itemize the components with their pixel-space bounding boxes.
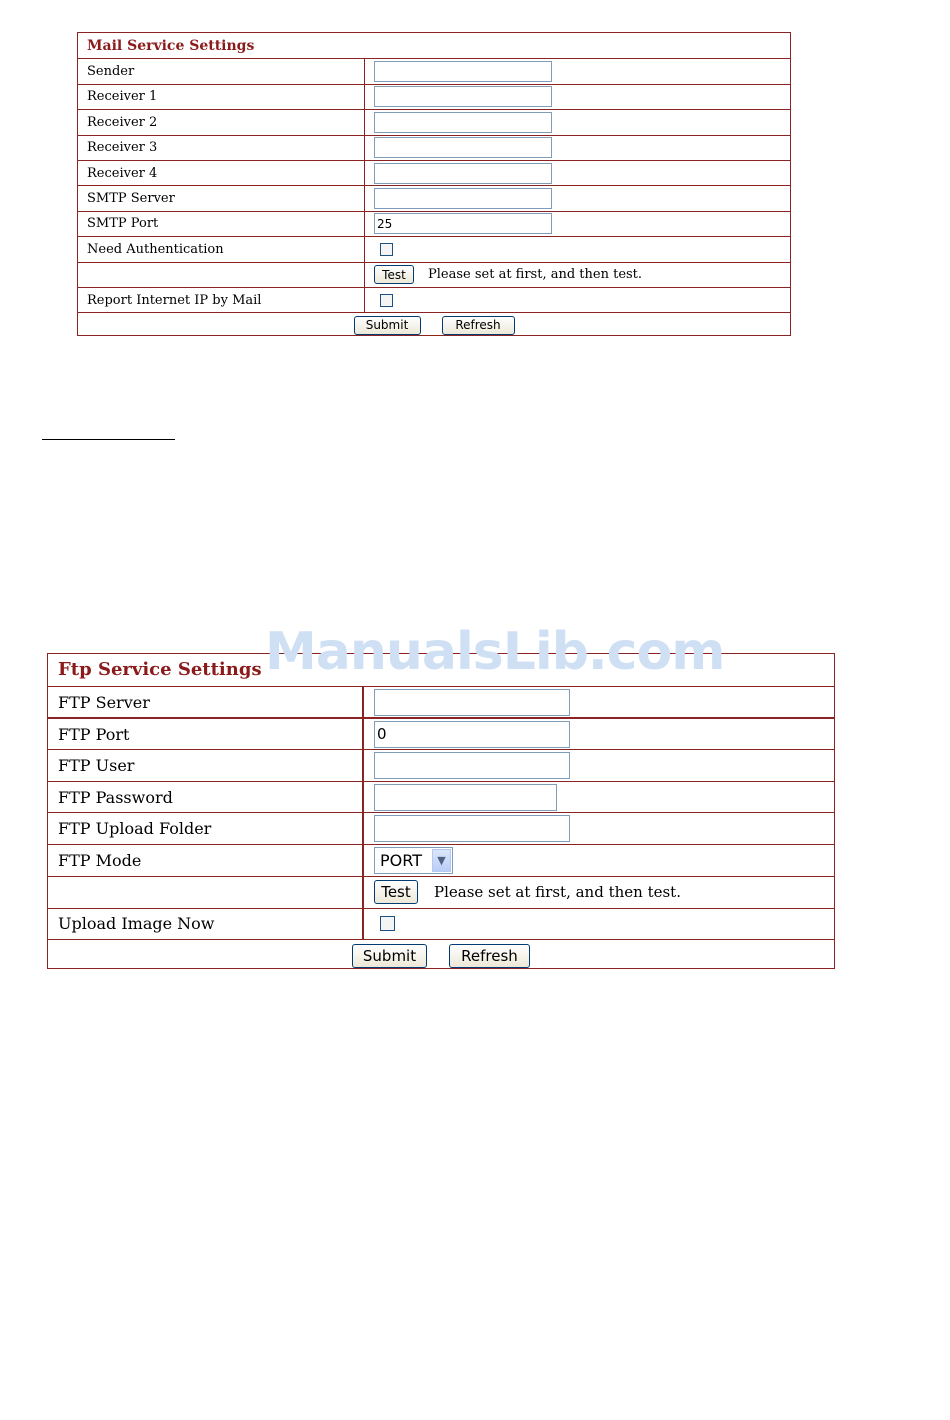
ftp-settings-title: Ftp Service Settings <box>58 659 262 681</box>
ftp-password-label: FTP Password <box>48 782 364 813</box>
receiver-3-label: Receiver 3 <box>78 136 365 160</box>
mail-test-button[interactable]: Test <box>374 265 414 284</box>
receiver-4-row <box>78 160 790 185</box>
mail-test-empty-label <box>78 263 365 287</box>
ftp-upload-folder-input[interactable] <box>374 815 570 842</box>
receiver-4-input[interactable] <box>374 163 552 184</box>
smtp-server-label: SMTP Server <box>78 186 365 210</box>
sender-input[interactable] <box>374 61 552 82</box>
mail-actions-row <box>78 312 790 337</box>
upload-image-now-label: Upload Image Now <box>48 909 364 940</box>
receiver-1-input[interactable] <box>374 86 552 107</box>
need-authentication-row <box>78 236 790 261</box>
sender-label: Sender <box>78 59 365 83</box>
mail-test-note: Please set at first, and then test. <box>428 267 643 283</box>
ftp-server-label: FTP Server <box>48 687 364 718</box>
mail-test-row <box>78 262 790 287</box>
receiver-3-input[interactable] <box>374 137 552 158</box>
ftp-service-settings-panel <box>47 653 835 969</box>
sender-row <box>78 58 790 83</box>
watermark: ManualsLib.com <box>265 622 725 682</box>
ftp-refresh-button[interactable]: Refresh <box>449 944 530 968</box>
need-authentication-checkbox[interactable] <box>380 243 393 256</box>
ftp-test-row <box>48 876 834 908</box>
ftp-server-row <box>48 686 834 718</box>
need-authentication-label: Need Authentication <box>78 237 365 261</box>
upload-image-now-checkbox[interactable] <box>380 916 395 931</box>
ftp-user-row <box>48 749 834 781</box>
ftp-user-input[interactable] <box>374 752 570 779</box>
ftp-test-button[interactable]: Test <box>374 880 418 904</box>
mail-submit-button[interactable]: Submit <box>354 316 421 335</box>
receiver-2-row <box>78 109 790 134</box>
smtp-server-input[interactable] <box>374 188 552 209</box>
receiver-2-input[interactable] <box>374 112 552 133</box>
upload-image-now-row <box>48 908 834 940</box>
ftp-submit-button[interactable]: Submit <box>352 944 427 968</box>
mail-refresh-button[interactable]: Refresh <box>442 316 515 335</box>
ftp-mode-select[interactable] <box>374 847 453 874</box>
smtp-port-row <box>78 211 790 236</box>
receiver-1-row <box>78 84 790 109</box>
ftp-password-row <box>48 781 834 813</box>
ftp-port-input[interactable] <box>374 721 570 748</box>
ftp-actions-row <box>48 939 834 971</box>
ftp-test-empty-label <box>48 877 364 908</box>
ftp-user-label: FTP User <box>48 750 364 781</box>
ftp-mode-row <box>48 844 834 876</box>
ftp-upload-folder-row <box>48 812 834 844</box>
receiver-1-label: Receiver 1 <box>78 85 365 109</box>
section-underline-rule <box>42 439 175 440</box>
smtp-server-row <box>78 185 790 210</box>
ftp-test-note: Please set at first, and then test. <box>434 883 681 902</box>
mail-service-settings-panel <box>77 32 791 336</box>
ftp-port-label: FTP Port <box>48 719 364 749</box>
smtp-port-label: SMTP Port <box>78 212 365 236</box>
ftp-password-input[interactable] <box>374 784 557 811</box>
report-ip-checkbox[interactable] <box>380 294 393 307</box>
ftp-upload-folder-label: FTP Upload Folder <box>48 813 364 844</box>
ftp-server-input[interactable] <box>374 689 570 716</box>
report-ip-row <box>78 287 790 312</box>
ftp-mode-label: FTP Mode <box>48 845 364 876</box>
ftp-mode-selected-value: PORT <box>380 850 422 870</box>
mail-settings-title: Mail Service Settings <box>87 37 255 54</box>
receiver-4-label: Receiver 4 <box>78 161 365 185</box>
smtp-port-input[interactable] <box>374 213 552 234</box>
chevron-down-icon[interactable]: ▼ <box>432 849 451 872</box>
report-ip-label: Report Internet IP by Mail <box>78 288 365 312</box>
receiver-2-label: Receiver 2 <box>78 110 365 134</box>
receiver-3-row <box>78 135 790 160</box>
ftp-port-row <box>48 717 834 749</box>
